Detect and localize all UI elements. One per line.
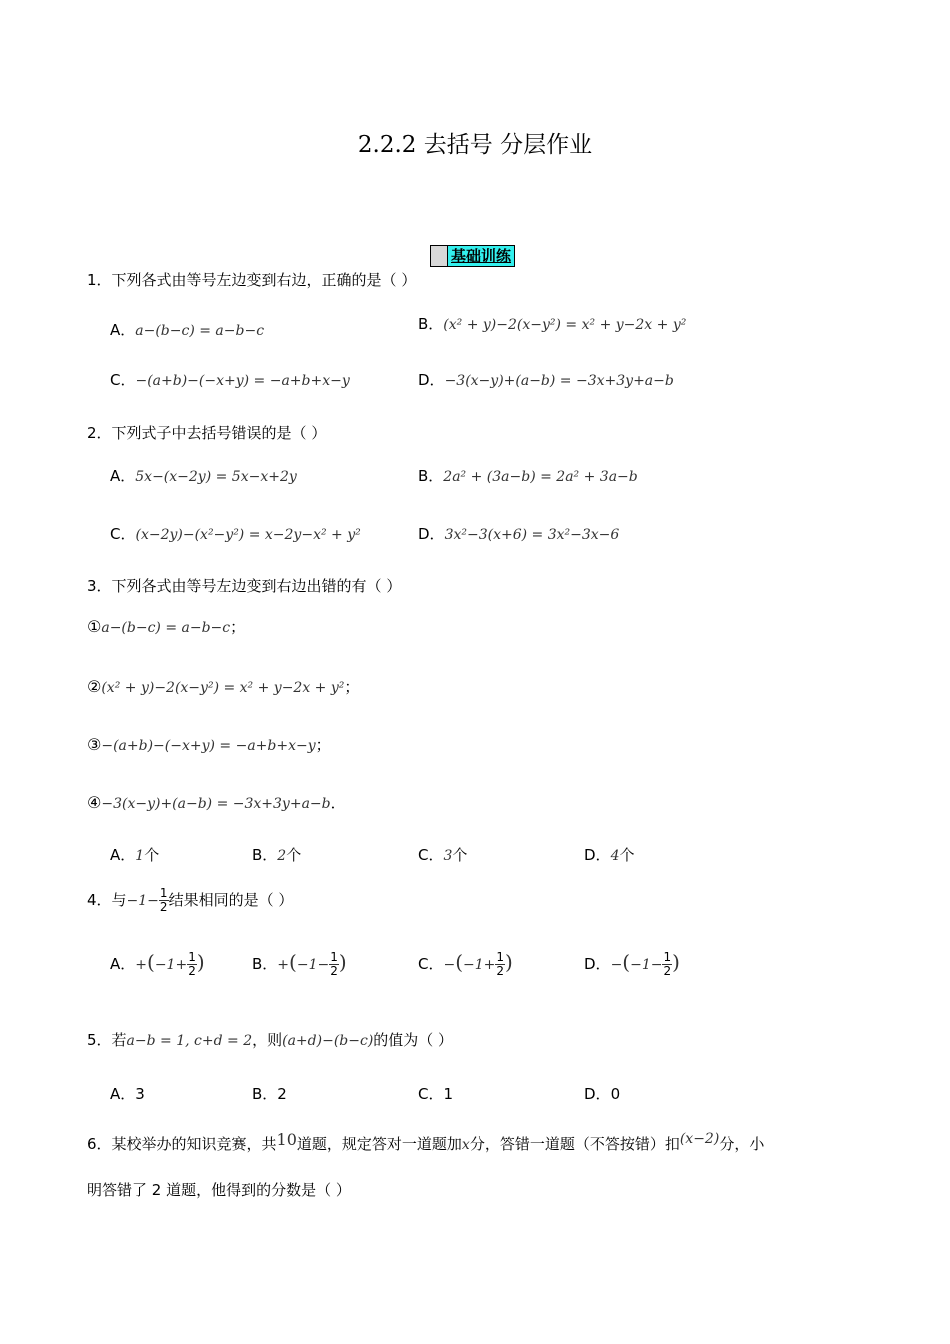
question-4-option-a[interactable]: A．+(−1+ $\frac{1}{2}$ ): [110, 950, 205, 978]
question-1-option-d[interactable]: D．−3(x−y)+(a−b) = −3x+3y+a−b: [418, 371, 674, 389]
question-6-stem-line-1: 6．某校举办的知识竞赛，共10道题，规定答对一道题加x分，答错一道题（不答按错）扣(x−2)分，小: [87, 1130, 765, 1153]
question-4-stem: 4．与−1− $\frac{1}{2}$ 结果相同的是（ ）: [87, 886, 294, 914]
section-header: [430, 245, 515, 267]
question-2-option-b[interactable]: B．2a² + (3a−b) = 2a² + 3a−b: [418, 467, 638, 485]
question-3-option-c[interactable]: C．3个: [418, 846, 468, 864]
page-title: 2.2.2 去括号 分层作业: [357, 132, 593, 158]
question-5-option-d[interactable]: D．0: [584, 1085, 621, 1103]
question-2-option-a[interactable]: A．5x−(x−2y) = 5x−x+2y: [110, 467, 297, 485]
question-5-stem: 5．若a−b = 1, c+d = 2，则(a+d)−(b−c)的值为（ ）: [87, 1031, 454, 1049]
question-4-option-b[interactable]: B．+(−1− $\frac{1}{2}$ ): [252, 950, 347, 978]
question-3-item-4: ④−3(x−y)+(a−b) = −3x+3y+a−b．: [87, 793, 346, 812]
question-4-option-c[interactable]: C．−(−1+ $\frac{1}{2}$ ): [418, 950, 513, 978]
question-1-option-b[interactable]: B．(x² + y)−2(x−y²) = x² + y−2x + y²: [418, 315, 687, 333]
question-5-option-a[interactable]: A．3: [110, 1085, 145, 1103]
question-4-option-d[interactable]: D．−(−1− $\frac{1}{2}$ ): [584, 950, 680, 978]
question-3-option-a[interactable]: A．1个: [110, 846, 160, 864]
question-3-item-2: ②(x² + y)−2(x−y²) = x² + y−2x + y²；: [87, 677, 360, 696]
section-box: [431, 246, 448, 266]
question-3-item-1: ①a−(b−c) = a−b−c；: [87, 617, 246, 636]
question-3-stem: 3．下列各式由等号左边变到右边出错的有（ ）: [87, 577, 402, 595]
fraction-one-half: $\frac{1}{2}$: [159, 886, 168, 914]
question-5-option-b[interactable]: B．2: [252, 1085, 287, 1103]
question-5-option-c[interactable]: C．1: [418, 1085, 454, 1103]
question-3-option-d[interactable]: D．4个: [584, 846, 635, 864]
section-label: 基础训练: [448, 246, 514, 266]
question-3-option-b[interactable]: B．2个: [252, 846, 302, 864]
question-1-stem: 1．下列各式由等号左边变到右边，正确的是（ ）: [87, 271, 417, 289]
question-1-option-c[interactable]: C．−(a+b)−(−x+y) = −a+b+x−y: [110, 371, 350, 389]
question-3-item-3: ③−(a+b)−(−x+y) = −a+b+x−y；: [87, 735, 331, 754]
question-1-option-a[interactable]: A．a−(b−c) = a−b−c: [110, 321, 265, 339]
question-2-stem: 2．下列式子中去括号错误的是（ ）: [87, 424, 327, 442]
question-2-option-c[interactable]: C．(x−2y)−(x²−y²) = x−2y−x² + y²: [110, 525, 361, 543]
question-6-stem-line-2: 明答错了 2 道题，他得到的分数是（ ）: [87, 1181, 351, 1199]
question-2-option-d[interactable]: D．3x²−3(x+6) = 3x²−3x−6: [418, 525, 620, 543]
